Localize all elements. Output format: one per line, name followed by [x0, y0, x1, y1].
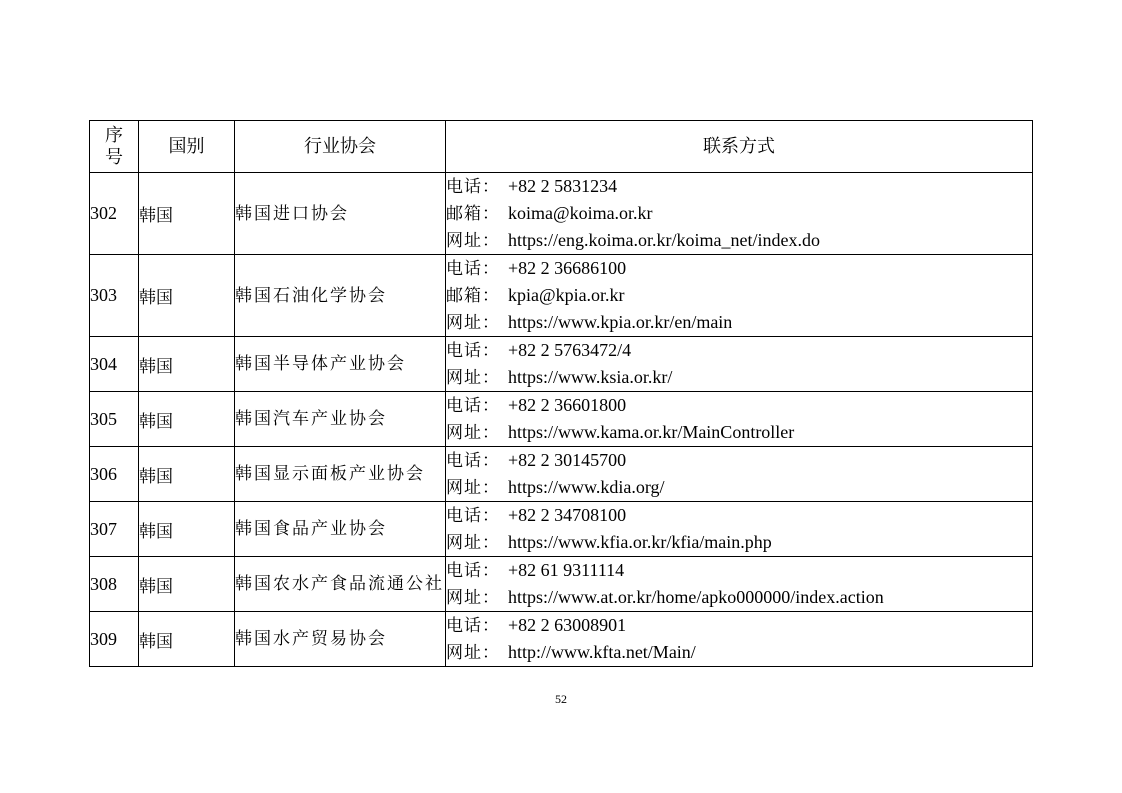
contact-website: https://www.kama.or.kr/MainController — [508, 422, 795, 442]
contact-label: 网址： — [446, 643, 500, 663]
contact-line — [446, 200, 1032, 227]
contact-email: kpia@kpia.or.kr — [508, 285, 625, 305]
row-contact-info — [446, 255, 1033, 337]
contact-website: https://www.kdia.org/ — [508, 477, 665, 497]
contact-email: koima@koima.or.kr — [508, 203, 653, 223]
contact-line — [446, 529, 1032, 556]
header-industry-association: 行业协会 — [235, 121, 446, 173]
table-header-row — [90, 121, 1033, 173]
contact-phone: +82 2 36686100 — [508, 258, 627, 278]
contact-label: 网址： — [446, 478, 500, 498]
contact-line — [446, 639, 1032, 666]
row-serial-number: 304 — [90, 337, 139, 392]
row-contact-info — [446, 612, 1033, 667]
contact-phone: +82 2 36601800 — [508, 395, 627, 415]
contact-label: 网址： — [446, 588, 500, 608]
contact-label: 电话： — [446, 451, 500, 471]
contact-label: 网址： — [446, 533, 500, 553]
row-association-name: 韩国食品产业协会 — [235, 502, 446, 557]
contact-line — [446, 173, 1032, 200]
row-serial-number: 308 — [90, 557, 139, 612]
contact-line — [446, 282, 1032, 309]
contact-label: 电话： — [446, 561, 500, 581]
contact-line — [446, 557, 1032, 584]
contact-phone: +82 2 5831234 — [508, 176, 618, 196]
row-contact-info — [446, 557, 1033, 612]
contact-line — [446, 612, 1032, 639]
contact-label: 电话： — [446, 616, 500, 636]
row-association-name: 韩国半导体产业协会 — [235, 337, 446, 392]
contact-line — [446, 227, 1032, 254]
row-contact-info — [446, 337, 1033, 392]
contact-label: 邮箱： — [446, 286, 500, 306]
row-country: 韩国 — [139, 612, 235, 667]
contact-website: https://www.at.or.kr/home/apko000000/index.action — [508, 587, 884, 607]
contact-phone: +82 2 63008901 — [508, 615, 627, 635]
contact-line — [446, 337, 1032, 364]
contact-phone: +82 2 30145700 — [508, 450, 627, 470]
row-country: 韩国 — [139, 392, 235, 447]
row-association-name: 韩国石油化学协会 — [235, 255, 446, 337]
contact-website: http://www.kfta.net/Main/ — [508, 642, 696, 662]
row-contact-info — [446, 447, 1033, 502]
row-serial-number: 306 — [90, 447, 139, 502]
contact-website: https://www.kpia.or.kr/en/main — [508, 312, 733, 332]
contact-line — [446, 447, 1032, 474]
contact-label: 电话： — [446, 259, 500, 279]
row-association-name: 韩国水产贸易协会 — [235, 612, 446, 667]
row-serial-number: 305 — [90, 392, 139, 447]
row-serial-number: 307 — [90, 502, 139, 557]
row-serial-number: 309 — [90, 612, 139, 667]
contact-label: 电话： — [446, 506, 500, 526]
row-serial-number: 303 — [90, 255, 139, 337]
row-contact-info — [446, 173, 1033, 255]
row-association-name: 韩国汽车产业协会 — [235, 392, 446, 447]
row-contact-info — [446, 392, 1033, 447]
row-country: 韩国 — [139, 173, 235, 255]
row-association-name: 韩国进口协会 — [235, 173, 446, 255]
contact-website: https://www.ksia.or.kr/ — [508, 367, 673, 387]
row-country: 韩国 — [139, 255, 235, 337]
row-association-name: 韩国显示面板产业协会 — [235, 447, 446, 502]
table-row — [90, 612, 1033, 667]
contact-phone: +82 2 5763472/4 — [508, 340, 632, 360]
contact-website: https://eng.koima.or.kr/koima_net/index.do — [508, 230, 820, 250]
table-row — [90, 255, 1033, 337]
contact-label: 电话： — [446, 177, 500, 197]
table-row — [90, 392, 1033, 447]
contact-line — [446, 584, 1032, 611]
page-number: 52 — [555, 692, 567, 706]
table-row — [90, 502, 1033, 557]
contact-label: 网址： — [446, 368, 500, 388]
contact-label: 网址： — [446, 231, 500, 251]
header-country: 国别 — [139, 121, 235, 173]
table-row — [90, 447, 1033, 502]
table-row — [90, 557, 1033, 612]
contact-label: 电话： — [446, 341, 500, 361]
row-country: 韩国 — [139, 502, 235, 557]
contact-line — [446, 392, 1032, 419]
row-country: 韩国 — [139, 447, 235, 502]
contact-line — [446, 419, 1032, 446]
header-serial-number: 序号 — [90, 121, 139, 173]
contact-label: 邮箱： — [446, 204, 500, 224]
row-association-name: 韩国农水产食品流通公社 — [235, 557, 446, 612]
contact-line — [446, 364, 1032, 391]
row-serial-number: 302 — [90, 173, 139, 255]
table-row — [90, 173, 1033, 255]
contact-line — [446, 502, 1032, 529]
association-contact-table — [89, 120, 1033, 667]
contact-line — [446, 255, 1032, 282]
contact-line — [446, 309, 1032, 336]
contact-line — [446, 474, 1032, 501]
table-body — [90, 173, 1033, 667]
contact-label: 电话： — [446, 396, 500, 416]
contact-label: 网址： — [446, 313, 500, 333]
contact-phone: +82 2 34708100 — [508, 505, 627, 525]
contact-phone: +82 61 9311114 — [508, 560, 625, 580]
table-row — [90, 337, 1033, 392]
contact-website: https://www.kfia.or.kr/kfia/main.php — [508, 532, 772, 552]
row-country: 韩国 — [139, 337, 235, 392]
header-contact: 联系方式 — [446, 121, 1033, 173]
row-contact-info — [446, 502, 1033, 557]
contact-label: 网址： — [446, 423, 500, 443]
row-country: 韩国 — [139, 557, 235, 612]
